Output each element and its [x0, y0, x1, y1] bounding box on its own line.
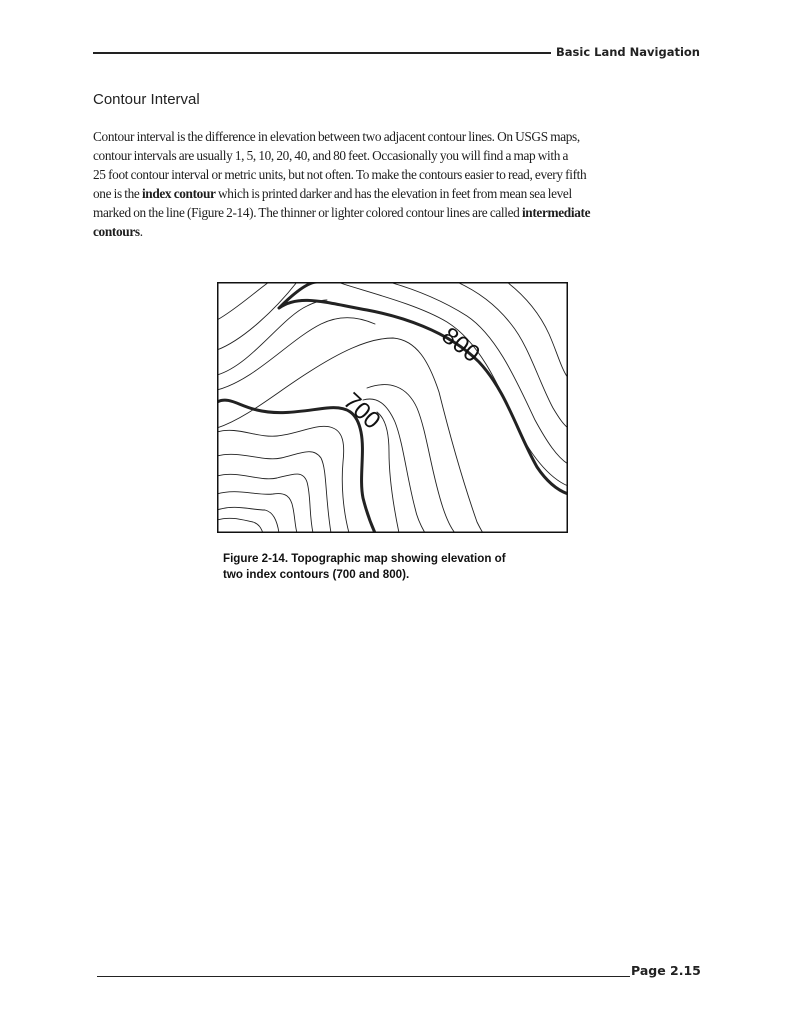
contour-label-700: 700 — [337, 387, 386, 435]
intermediate-contour-line — [217, 474, 313, 533]
page-number: Page 2.15 — [631, 963, 701, 978]
running-header-title: Basic Land Navigation — [556, 45, 700, 59]
paragraph-line — [93, 184, 698, 203]
intermediate-contour-line — [217, 282, 297, 350]
paragraph-line: Contour interval is the difference in elevation between two adjacent contour lines. On USGS maps, — [93, 129, 580, 144]
paragraph-text: one is the — [93, 186, 142, 201]
intermediate-contour-line — [217, 452, 331, 533]
contour-label-800: 800 — [436, 322, 485, 369]
paragraph-line: 25 foot contour interval or metric units, but not often. To make the contours easier to read, every fifth — [93, 167, 587, 182]
paragraph-line — [93, 203, 698, 222]
paragraph-line: contour intervals are usually 1, 5, 10, 20, 40, and 80 feet. Occasionally you will find a map with a — [93, 148, 569, 163]
paragraph-text: . — [139, 224, 143, 239]
intermediate-contour-line — [337, 282, 568, 486]
intermediate-contour-line — [367, 385, 455, 533]
topographic-map — [217, 282, 568, 533]
index-contour-700 — [217, 400, 375, 533]
intermediate-contour-line — [377, 412, 399, 533]
term-index-contour: index contour — [141, 186, 216, 201]
intermediate-contour-line — [389, 282, 568, 464]
footer-rule — [97, 976, 630, 977]
intermediate-contour-line — [217, 318, 375, 390]
header-rule — [93, 52, 551, 54]
paragraph-text: marked on the line (Figure 2-14). The thinner or lighter colored contour lines are called — [93, 205, 522, 220]
caption-line: Figure 2-14. Topographic map showing elevation of — [223, 552, 506, 565]
section-heading: Contour Interval — [93, 91, 200, 108]
intermediate-contour-line — [217, 507, 279, 533]
term-contours: contours — [93, 224, 140, 239]
caption-line: two index contours (700 and 800). — [223, 567, 410, 581]
intermediate-contour-line — [217, 492, 297, 533]
paragraph-line — [93, 222, 698, 241]
paragraph-text: which is printed darker and has the elevation in feet from mean sea level — [215, 186, 572, 201]
figure-caption — [223, 551, 583, 582]
intermediate-contour-line — [217, 282, 269, 320]
intermediate-contour-line — [507, 282, 568, 378]
intermediate-contour-line — [217, 518, 263, 533]
body-paragraph — [93, 127, 698, 241]
topographic-map-figure — [217, 282, 568, 533]
intermediate-contour-line — [217, 300, 327, 375]
term-intermediate: intermediate — [521, 205, 591, 220]
intermediate-contour-line — [217, 338, 483, 533]
